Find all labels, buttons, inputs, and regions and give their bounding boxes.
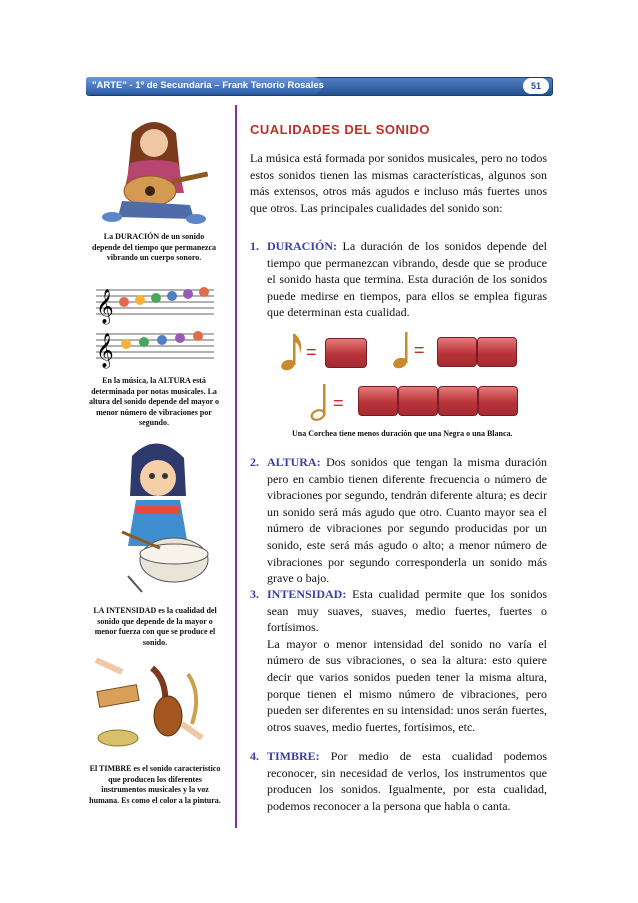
page-title: CUALIDADES DEL SONIDO <box>250 122 430 137</box>
list-item-intensidad <box>250 586 547 735</box>
quarter-note-icon <box>392 330 414 370</box>
item-number: 1. <box>250 239 259 253</box>
equals-sign: = <box>414 340 425 360</box>
eighth-note-icon <box>280 332 304 372</box>
column-divider <box>235 105 237 828</box>
item-number: 3. <box>250 587 259 601</box>
item-keyword: ALTURA: <box>267 455 321 469</box>
list-item-duracion <box>250 238 547 321</box>
item-number: 4. <box>250 749 259 763</box>
list-item-altura <box>250 454 547 587</box>
duration-bar <box>437 337 477 367</box>
duration-bar <box>325 338 367 368</box>
caption-duracion: La DURACIÓN de un sonido depende del tiempo que permanezca vibrando un cuerpo sonoro. <box>92 232 216 262</box>
item-number: 2. <box>250 455 259 469</box>
item-extra-text: La mayor o menor intensidad del sonido no varía el número de sus vibraciones, o sea la altura: esto quiere decir que varios sonidos pueden tener la misma altura, porque tienen el mismo número de vibraciones, pero pueden ser diferentes en su intensidad: unos serán fuertes, otros suaves, medio fuertes, fortísimos, etc. <box>267 636 547 734</box>
list-item-timbre <box>250 748 547 814</box>
equals-sign: = <box>333 393 344 413</box>
header-title: "ARTE" - 1º de Secundaria – Frank Tenorio Rosales <box>92 80 324 91</box>
item-text: Por medio de esta cualidad podemos reconocer, sin necesidad de verlos, los instrumentos que producen los sonidos. Igualmente, por esta cualidad, podemos reconocer a la persona que habla o canta. <box>267 749 547 813</box>
item-keyword: DURACIÓN: <box>267 239 337 253</box>
equals-sign: = <box>306 342 317 362</box>
duration-bar <box>358 386 398 416</box>
item-text: Dos sonidos que tengan la misma duración pero en cambio tienen diferente frecuencia o número de vibraciones por segundo, tendrán diferente altura; es decir un sonido será más agudo que otro. Cuanto mayor sea el número de vibraciones por segundo producidas por un sonido, este será más agudo o alto; a menor número de vibraciones por segundo corresponderla un sonido más grave o bajo. <box>267 455 547 586</box>
duration-bar <box>438 386 478 416</box>
caption-intensidad: LA INTENSIDAD es la cualidad del sonido que depende de la mayor o menor fuerza con que se produce el sonido. <box>93 606 217 647</box>
duration-bar <box>477 337 517 367</box>
instruments-timbre-image <box>92 654 216 754</box>
duration-bar <box>398 386 438 416</box>
figure-caption: Una Corchea tiene menos duración que una Negra o una Blanca. <box>292 429 513 438</box>
musical-notes-staff-image <box>92 282 218 372</box>
half-note-icon <box>310 382 332 422</box>
item-keyword: INTENSIDAD: <box>267 587 347 601</box>
item-keyword: TIMBRE: <box>267 749 320 763</box>
page-number: 51 <box>523 78 549 94</box>
svg-text:𝄞: 𝄞 <box>96 333 114 368</box>
caption-altura: En la música, la ALTURA está determinada por notas musicales. La altura del sonido depende del mayor o menor número de vibraciones por segundo. <box>88 376 220 427</box>
item-text: Esta cualidad permite que los sonidos sean muy suaves, suaves, medio fuertes, fuertes o fortísimos. <box>267 587 547 635</box>
item-text: La duración de los sonidos depende del tiempo que permanezcan vibrando, desde que se produce el sonido hasta que termina. Esta duración de los sonidos puede medirse en tiempos, para ellos se emplea figuras que determinan esta cualidad. <box>267 239 547 320</box>
caption-timbre: El TIMBRE es el sonido característico que producen los diferentes instrumentos musicales y la voz humana. Es como el color a la pintura. <box>89 764 221 805</box>
girl-with-drum-image <box>102 436 212 594</box>
girl-with-guitar-image <box>92 113 216 227</box>
svg-text:𝄞: 𝄞 <box>96 289 114 324</box>
duration-bar <box>478 386 518 416</box>
intro-paragraph: La música está formada por sonidos musicales, pero no todos estos sonidos tienen las mismas características, algunos son más extensos, otros más agudos e incluso más fuertes unos que otros. Las principales cualidades del sonido son: <box>250 151 547 215</box>
